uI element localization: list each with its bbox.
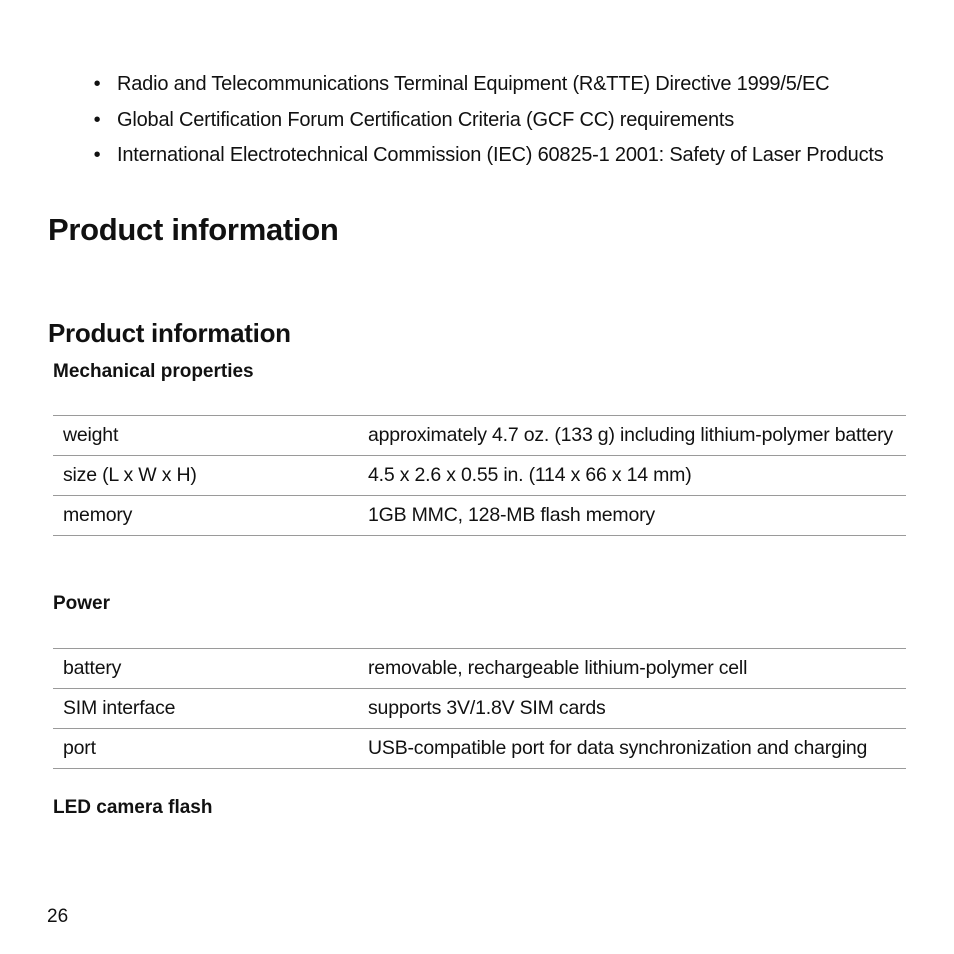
table-row [53, 416, 906, 456]
table-cell-key: SIM interface [53, 689, 358, 729]
bullet-icon: • [93, 108, 101, 131]
table-cell-value: approximately 4.7 oz. (133 g) including lithium-polymer battery [358, 416, 906, 456]
mechanical-properties-heading: Mechanical properties [53, 361, 254, 382]
section-heading: Product information [48, 318, 291, 348]
bullet-icon: • [93, 144, 101, 166]
table-cell-key: weight [53, 416, 358, 456]
mechanical-properties-table [53, 415, 906, 536]
table-cell-value: 1GB MMC, 128-MB flash memory [358, 496, 906, 536]
table-row [53, 456, 906, 496]
led-camera-flash-heading: LED camera flash [53, 797, 213, 818]
table-cell-value: removable, rechargeable lithium-polymer cell [358, 649, 906, 689]
table-cell-key: memory [53, 496, 358, 536]
list-item [90, 67, 884, 103]
table-row [53, 689, 906, 729]
compliance-list [90, 67, 884, 174]
power-table [53, 648, 906, 769]
table-row [53, 729, 906, 769]
table-cell-key: size (L x W x H) [53, 456, 358, 496]
table-cell-value: USB-compatible port for data synchronization and charging [358, 729, 906, 769]
table-cell-key: battery [53, 649, 358, 689]
table-cell-value: 4.5 x 2.6 x 0.55 in. (114 x 66 x 14 mm) [358, 456, 906, 496]
list-item-text: International Electrotechnical Commission (IEC) 60825-1 2001: Safety of Laser Products [117, 144, 884, 166]
page-number: 26 [47, 906, 69, 927]
list-item [90, 138, 884, 174]
table-row [53, 496, 906, 536]
list-item-text: Radio and Telecommunications Terminal Equipment (R&TTE) Directive 1999/5/EC [117, 73, 830, 95]
page-title: Product information [48, 212, 339, 247]
power-heading: Power [53, 593, 111, 614]
table-cell-key: port [53, 729, 358, 769]
list-item [90, 103, 884, 139]
bullet-icon: • [93, 73, 101, 95]
list-item-text: Global Certification Forum Certification Criteria (GCF CC) requirements [117, 108, 735, 131]
table-cell-value: supports 3V/1.8V SIM cards [358, 689, 906, 729]
table-row [53, 649, 906, 689]
